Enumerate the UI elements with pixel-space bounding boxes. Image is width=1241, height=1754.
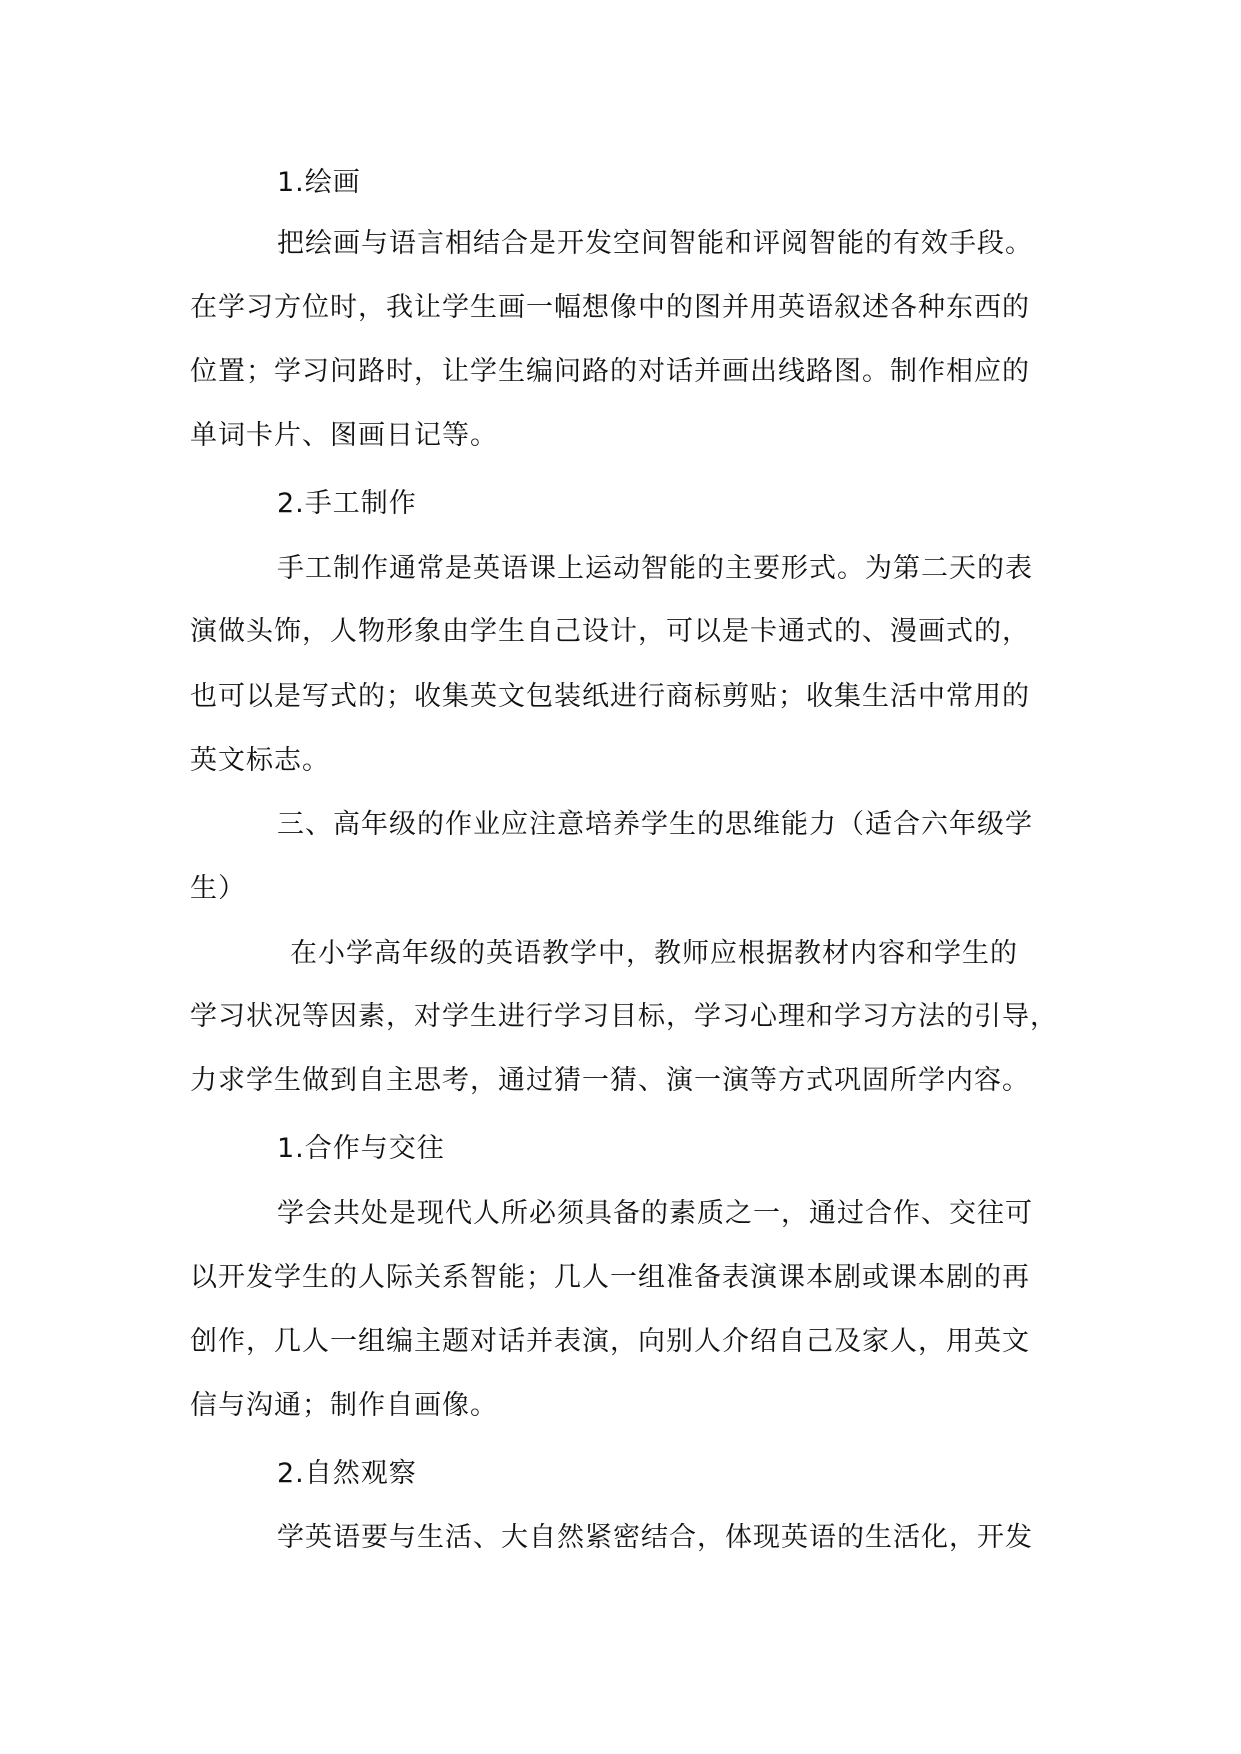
section-heading-upper-grades: 三、高年级的作业应注意培养学生的思维能力（适合六年级学: [277, 809, 1033, 840]
section-heading-handcraft: 2.手工制作: [277, 488, 417, 519]
section-heading-upper-grades-cont: 生）: [190, 873, 246, 904]
paragraph-line: 把绘画与语言相结合是开发空间智能和评阅智能的有效手段。: [277, 228, 1033, 259]
paragraph-line: 手工制作通常是英语课上运动智能的主要形式。为第二天的表: [277, 553, 1033, 584]
paragraph-line: 在小学高年级的英语教学中，教师应根据教材内容和学生的: [290, 938, 1018, 969]
paragraph-line: 学英语要与生活、大自然紧密结合，体现英语的生活化，开发: [277, 1522, 1033, 1553]
section-heading-drawing: 1.绘画: [277, 167, 361, 198]
paragraph-line: 学会共处是现代人所必须具备的素质之一，通过合作、交往可: [277, 1198, 1033, 1229]
paragraph-line: 信与沟通；制作自画像。: [190, 1390, 498, 1421]
paragraph-line: 创作，几人一组编主题对话并表演，向别人介绍自己及家人，用英文: [190, 1326, 1030, 1357]
paragraph-line: 位置；学习问路时，让学生编问路的对话并画出线路图。制作相应的: [190, 356, 1030, 387]
section-heading-nature: 2.自然观察: [277, 1458, 417, 1489]
paragraph-line: 以开发学生的人际关系智能；几人一组准备表演课本剧或课本剧的再: [190, 1262, 1030, 1293]
section-heading-cooperation: 1.合作与交往: [277, 1133, 445, 1164]
paragraph-line: 单词卡片、图画日记等。: [190, 420, 498, 451]
paragraph-line: 在学习方位时，我让学生画一幅想像中的图并用英语叙述各种东西的: [190, 292, 1030, 323]
paragraph-line: 演做头饰，人物形象由学生自己设计，可以是卡通式的、漫画式的，: [190, 616, 1030, 647]
paragraph-line: 也可以是写式的；收集英文包装纸进行商标剪贴；收集生活中常用的: [190, 681, 1030, 712]
paragraph-line: 力求学生做到自主思考，通过猜一猜、演一演等方式巩固所学内容。: [190, 1065, 1030, 1096]
paragraph-line: 学习状况等因素，对学生进行学习目标，学习心理和学习方法的引导，: [190, 1001, 1058, 1032]
paragraph-line: 英文标志。: [190, 745, 330, 776]
